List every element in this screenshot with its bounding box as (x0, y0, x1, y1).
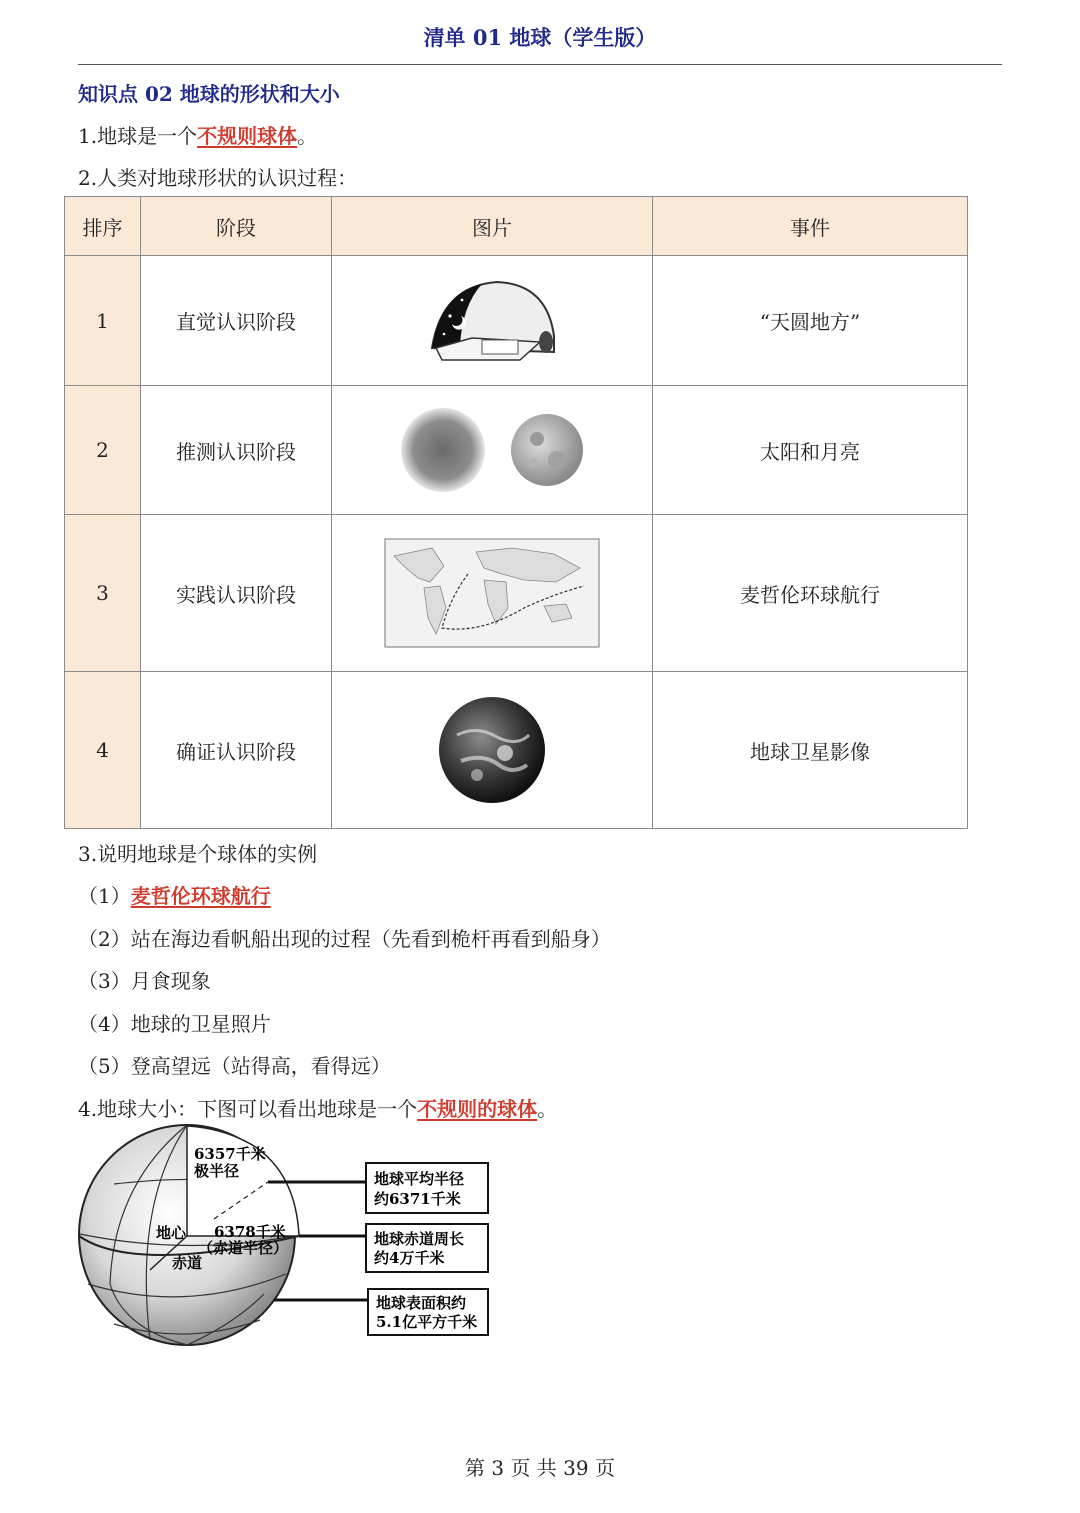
row-stage: 推测认识阶段 (141, 386, 332, 515)
polar-radius-value: 6357千米 (194, 1145, 266, 1163)
row-image (332, 515, 653, 672)
row-order: 2 (65, 386, 141, 515)
example-2-text: 站在海边看帆船出现的过程（先看到桅杆再看到船身） (130, 927, 611, 951)
polar-radius-label: 极半径 (194, 1162, 240, 1180)
example-2 (78, 923, 611, 952)
header-order: 排序 (65, 197, 141, 256)
item-2: 2.人类对地球形状的认识过程： (78, 166, 358, 190)
dome-sky-icon (422, 276, 562, 366)
item-1-prefix: 1.地球是一个 (78, 124, 198, 148)
section-heading: 知识点 02 地球的形状和大小 (78, 82, 340, 106)
row-image (332, 672, 653, 829)
earth-size-diagram (74, 1124, 504, 1354)
example-4 (78, 1008, 271, 1037)
row-order: 1 (65, 256, 141, 386)
world-map-icon (384, 538, 600, 648)
row-event: “天圆地方” (653, 256, 968, 386)
table-row (65, 386, 968, 515)
example-5-num: （5） (78, 1054, 131, 1078)
mean-radius-box-line1: 地球平均半径 (374, 1170, 465, 1188)
table-header-row (65, 197, 968, 256)
example-3-text: 月食现象 (130, 969, 211, 993)
equator-radius-value: 6378千米 (214, 1223, 286, 1241)
row-stage: 直觉认识阶段 (141, 256, 332, 386)
header-event: 事件 (653, 197, 968, 256)
example-1-text: 麦哲伦环球航行 (130, 884, 271, 908)
row-stage: 确证认识阶段 (141, 672, 332, 829)
item-4-highlight: 不规则的球体 (417, 1097, 538, 1121)
table-row (65, 515, 968, 672)
earth-satellite-icon (437, 695, 547, 805)
row-stage: 实践认识阶段 (141, 515, 332, 672)
surface-area-box-line1: 地球表面积约 (376, 1294, 467, 1312)
example-2-num: （2） (78, 927, 131, 951)
item-4-prefix: 4.地球大小：下图可以看出地球是一个 (78, 1097, 418, 1121)
table-row (65, 672, 968, 829)
surface-area-box-line2: 5.1亿平方千米 (376, 1313, 478, 1331)
equator-label: 赤道 (172, 1254, 203, 1272)
row-event: 太阳和月亮 (653, 386, 968, 515)
example-3-num: （3） (78, 969, 131, 993)
item-1-suffix: 。 (297, 124, 318, 148)
sun-moon-icon (397, 405, 587, 495)
example-4-text: 地球的卫星照片 (130, 1012, 271, 1036)
example-5-text: 登高望远（站得高，看得远） (130, 1054, 391, 1078)
equator-circumference-box-line1: 地球赤道周长 (374, 1230, 465, 1248)
item-1 (78, 120, 317, 149)
equator-radius-label: （赤道半径） (198, 1239, 289, 1257)
header-image: 图片 (332, 197, 653, 256)
row-order: 4 (65, 672, 141, 829)
item-3-title: 3.说明地球是个球体的实例 (78, 842, 318, 866)
header-stage: 阶段 (141, 197, 332, 256)
example-5 (78, 1050, 391, 1079)
example-1-num: （1） (78, 884, 131, 908)
page-footer: 第 3 页 共 39 页 (465, 1456, 615, 1480)
stages-table (64, 196, 968, 829)
row-image (332, 386, 653, 515)
example-1 (78, 880, 271, 909)
table-row (65, 256, 968, 386)
row-event: 地球卫星影像 (653, 672, 968, 829)
row-order: 3 (65, 515, 141, 672)
example-4-num: （4） (78, 1012, 131, 1036)
center-label: 地心 (156, 1224, 187, 1242)
row-image (332, 256, 653, 386)
item-1-highlight: 不规则球体 (197, 124, 298, 148)
item-4 (78, 1093, 557, 1122)
header-divider (78, 64, 1002, 65)
example-3 (78, 965, 211, 994)
mean-radius-box-line2: 约6371千米 (374, 1190, 461, 1208)
page-header-title: 清单 01 地球（学生版） (423, 25, 657, 50)
equator-circumference-box-line2: 约4万千米 (374, 1249, 445, 1267)
row-event: 麦哲伦环球航行 (653, 515, 968, 672)
item-4-suffix: 。 (537, 1097, 558, 1121)
